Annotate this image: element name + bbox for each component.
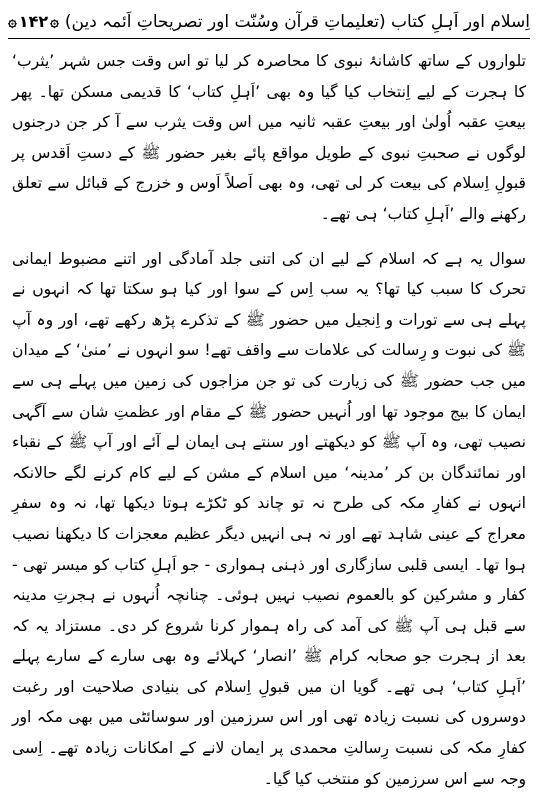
header-divider — [8, 38, 530, 39]
page-number: ۱۴۲ — [18, 11, 49, 31]
ornament-left-icon: ۞ — [8, 12, 17, 30]
ornament-right-icon: ۞ — [50, 12, 59, 30]
paragraph-2: سوال یہ ہے کہ اسلام کے لیے ان کی اتنی جلد آمادگی اور اتنے مضبوط ایمانی تحرک کا سبب کیا تھا؟ یہ سب اِس کے سوا اور کیا ہو سکتا تھا کہ انہوں نے پہلے ہی سے تورات و اِنجیل میں حضور ﷺ کے تذکرے پڑھ رکھے تھے، اور وہ آپ ﷺ کی نبوت و رِسالت کی علامات سے واقف تھے! سو انہوں نے ’منیٰ‘ کے میدان میں جب حضور ﷺ کی زیارت کی تو جن مزاجوں کی زمین میں پہلے ہی سے ایمان کا بیج موجود تھا اور اُنہیں حضور ﷺ کے مقام اور عظمتِ شان سے آگہی نصیب تھی، وہ آپ ﷺ کو دیکھتے اور سنتے ہی ایمان لے آئے اور آپ ﷺ کے نقباء اور نمائندگان بن کر ’مدینہ‘ میں اسلام کے مشن کے لیے کام کرنے لگے حالانکہ انہوں نے کفارِ مکہ کی طرح نہ تو چاند کو ٹکڑے ہوتا دیکھا تھا، نہ وہ سفرِ معراج کے عینی شاہد تھے اور نہ ہی انہیں دیگر عظیم معجزات کا دیکھنا نصیب ہوا تھا۔ ایسی قلبی سازگاری اور ذہنی ہمواری - جو اَہلِ کتاب کو میسر تھی - کفار و مشرکین کو بالعموم نصیب نہیں ہوئی۔ چنانچہ اُنہوں نے ہجرتِ مدینہ سے قبل ہی آپ ﷺ کی آمد کی راہ ہموار کرنا شروع کر دی۔ مستزاد یہ کہ بعد از ہجرت جو صحابہ کرام ﷺ ’انصار‘ کہلائے وہ بھی سارے کے سارے پہلے ’اَہلِ کتاب‘ ہی تھے۔ گویا ان میں قبولِ اِسلام کی بنیادی صلاحیت اور رغبت دوسروں کی نسبت زیادہ تھی اور اس سرزمین اور سوسائٹی میں بھی مکہ اور کفارِ مکہ کی نسبت رِسالتِ محمدی پر ایمان لانے کے امکانات زیادہ تھے۔ اِسی وجہ سے اس سرزمین کو منتخب کیا گیا۔ — [12, 249, 526, 788]
page-header — [8, 4, 530, 38]
running-title: اِسلام اور اَہلِ کتاب (تعلیماتِ قرآن وسُنّت اور تصریحاتِ اَئمہ دین) — [64, 11, 530, 32]
body-text — [12, 46, 526, 794]
page-number-box — [8, 12, 59, 31]
paragraph-1: تلواروں کے ساتھ کاشانۂ نبوی کا محاصرہ کر لیا تو اس وقت جس شہر ’یثرب‘ کا ہجرت کے لیے اِنتخاب کیا گیا وہ بھی ’اَہلِ کتاب‘ کا قدیمی مسکن تھا۔ پھر بیعتِ عقبہ اُولیٰ اور بیعتِ عقبہ ثانیہ میں اس وقت یثرب سے آ کر جن درجنوں لوگوں نے صحبتِ نبوی کے طویل مواقع پائے بغیر حضور ﷺ کے دستِ اَقدس پر قبولِ اِسلام کی بیعت کر لی تھی، وہ بھی اَصلاً اَوس و خزرج کے قبائل سے تعلق رکھنے والے ’اَہلِ کتاب‘ ہی تھے۔ — [12, 52, 526, 223]
